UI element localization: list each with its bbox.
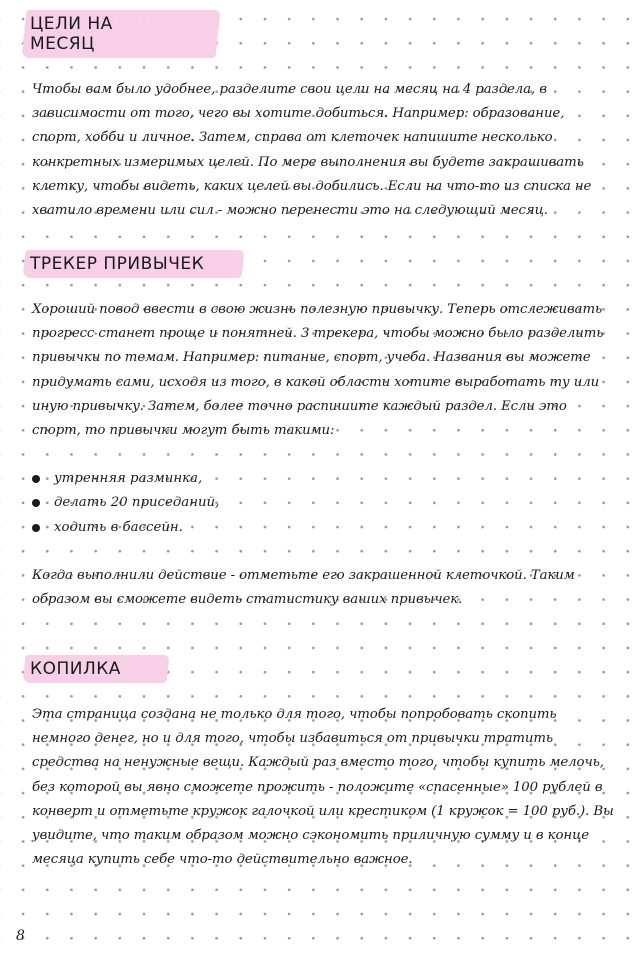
- habit-tracker-intro: Хороший повод ввести в свою жизнь полезную привычку. Теперь отслеживать прогресс станет проще и понятней. 3 трекера, чтобы можно было разделить привычки по темам. Например: питание, спорт, учеба. Названия вы можете придумать сами, исходя из того, в какой области хотите выработать ту или иную привычку. Затем, более точно распишите каждый раздел. Если это спорт, то привычки могут быть такими:: [32, 302, 604, 439]
- list-item: утренняя разминка,: [32, 467, 617, 491]
- section-heading-piggy-bank: КОПИЛКА: [26, 655, 168, 683]
- page-number: 8: [16, 928, 25, 944]
- section-heading-monthly-goals: ЦЕЛИ НА МЕСЯЦ: [26, 10, 218, 58]
- piggy-bank-text: Эта страница создана не только для того, чтобы попробовать скопить немного денег, но и для того, чтобы избавиться от привычки тратить средства на ненужные вещи. Каждый раз вместо того, чтобы купить мелочь, без которой вы явно сможете прожить - положите «спасенные» 100 рублей в конверт и отметьте кружок галочкой или крестиком (1 кружок = 100 руб.). Вы увидите, что таким образом можно сэкономить приличную сумму и в конце месяца купить себе что-то действительно важное.: [32, 707, 614, 868]
- section-habit-tracker: [32, 250, 617, 612]
- list-item: делать 20 приседаний,: [32, 491, 617, 515]
- list-item: ходить в бассейн.: [32, 516, 617, 540]
- section-heading-habit-tracker: ТРЕКЕР ПРИВЫЧЕК: [26, 250, 243, 278]
- habit-examples-list: [32, 467, 617, 540]
- section-monthly-goals: [32, 10, 617, 223]
- section-piggy-bank: [32, 655, 617, 872]
- monthly-goals-text: Чтобы вам было удобнее, разделите свои цели на месяц на 4 раздела, в зависимости от того, чего вы хотите добиться. Например: образование, спорт, хобби и личное. Затем, справа от клеточек напишите несколько конкретных измеримых целей. По мере выполнения вы будете закрашивать клетку, чтобы видеть, каких целей вы добились. Если на что-то из списка не хватило времени или сил - можно перенести это на следующий месяц.: [32, 82, 592, 219]
- habit-tracker-outro: Когда выполнили действие - отметьте его закрашенной клеточкой. Таким образом вы сможете видеть статистику ваших привычек.: [32, 567, 575, 608]
